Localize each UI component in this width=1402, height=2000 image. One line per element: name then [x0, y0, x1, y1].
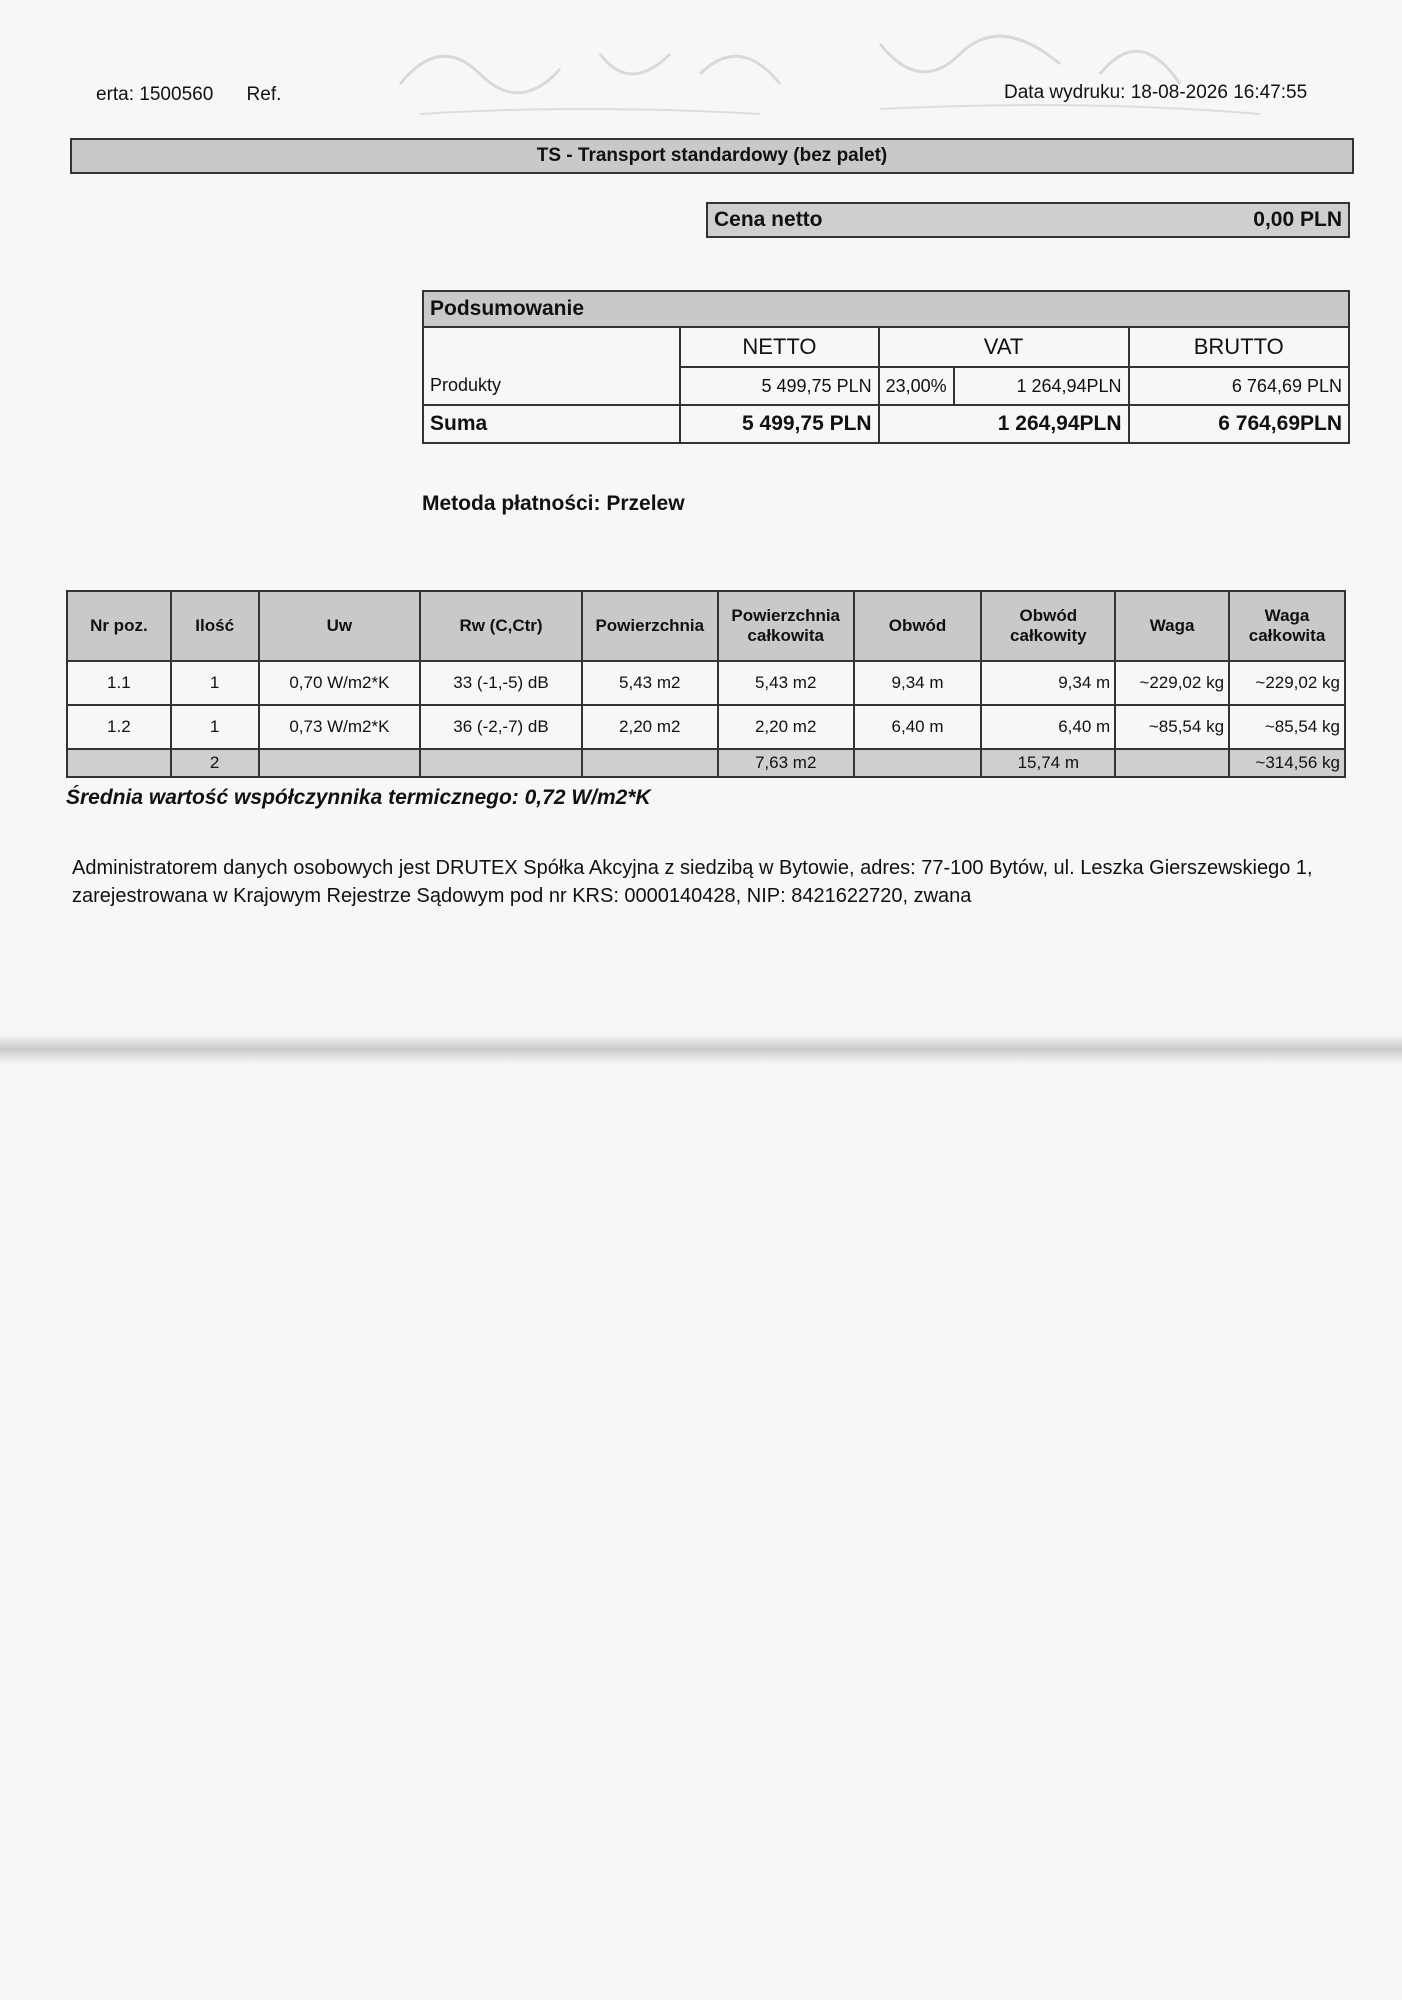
- th-uw: Uw: [259, 591, 421, 661]
- suma-vat: 1 264,94PLN: [879, 405, 1129, 443]
- produkty-netto: 5 499,75 PLN: [680, 367, 878, 405]
- scan-smudge: [0, 1034, 1402, 1064]
- cell-uw: 0,70 W/m2*K: [259, 661, 421, 705]
- cell-uw: 0,73 W/m2*K: [259, 705, 421, 749]
- offer-number: erta: 1500560: [96, 84, 214, 105]
- th-ilosc: Ilość: [171, 591, 259, 661]
- payment-method: Metoda płatności: Przelew: [422, 492, 685, 515]
- th-obwod-calk: Obwód całkowity: [981, 591, 1115, 661]
- th-nr: Nr poz.: [67, 591, 171, 661]
- total-obwod: 15,74 m: [981, 749, 1115, 777]
- suma-brutto: 6 764,69PLN: [1129, 405, 1349, 443]
- print-date: Data wydruku: 18-08-2026 16:47:55: [1004, 82, 1308, 103]
- cell-waga: ~229,02 kg: [1115, 661, 1229, 705]
- cell-waga-calk: ~85,54 kg: [1229, 705, 1345, 749]
- th-pow-calk: Powierzchnia całkowita: [718, 591, 854, 661]
- cell-obwod-calk: 9,34 m: [981, 661, 1115, 705]
- cell-obwod-calk: 6,40 m: [981, 705, 1115, 749]
- handwriting-bleed-through: [380, 14, 1280, 124]
- cell-rw: 33 (-1,-5) dB: [420, 661, 582, 705]
- summary-row-suma: [423, 405, 1349, 443]
- th-rw: Rw (C,Ctr): [420, 591, 582, 661]
- summary-table: [422, 290, 1350, 444]
- price-label: Cena netto: [714, 208, 823, 231]
- cell-pow-calk: 2,20 m2: [718, 705, 854, 749]
- th-waga-calk: Waga całkowita: [1229, 591, 1345, 661]
- table-row: [67, 661, 1345, 705]
- suma-netto: 5 499,75 PLN: [680, 405, 878, 443]
- details-table: [66, 590, 1346, 778]
- details-total-row: [67, 749, 1345, 777]
- cell-pow: 5,43 m2: [582, 661, 718, 705]
- table-row: [67, 705, 1345, 749]
- cell-nr: 1.2: [67, 705, 171, 749]
- summary-title: Podsumowanie: [423, 291, 1349, 327]
- data-admin-notice: Administratorem danych osobowych jest DRUTEX Spółka Akcyjna z siedzibą w Bytowie, adres: 77-100 Bytów, ul. Leszka Gierszewskiego 1, zarejestrowana w Krajowym Rejestrze Sądowym pod nr KRS: 0000140428, NIP: 8421622720, zwana: [72, 857, 1313, 907]
- total-powierzchnia: 7,63 m2: [718, 749, 854, 777]
- cell-waga: ~85,54 kg: [1115, 705, 1229, 749]
- summary-row-produkty: [423, 367, 1349, 405]
- produkty-vat: 1 264,94PLN: [954, 367, 1129, 405]
- col-netto: NETTO: [680, 327, 878, 367]
- produkty-vat-pct: 23,00%: [879, 367, 954, 405]
- cell-pow: 2,20 m2: [582, 705, 718, 749]
- cell-pow-calk: 5,43 m2: [718, 661, 854, 705]
- offer-header: [96, 84, 309, 106]
- produkty-label: Produkty: [423, 367, 680, 405]
- cell-obwod: 9,34 m: [854, 661, 982, 705]
- transport-bar: TS - Transport standardowy (bez palet): [70, 138, 1354, 174]
- ref-label: Ref.: [246, 84, 282, 105]
- col-brutto: BRUTTO: [1129, 327, 1349, 367]
- th-waga: Waga: [1115, 591, 1229, 661]
- transport-price-box: [706, 202, 1350, 238]
- cell-ilosc: 1: [171, 705, 259, 749]
- th-pow: Powierzchnia: [582, 591, 718, 661]
- details-header-row: [67, 591, 1345, 661]
- total-waga: ~314,56 kg: [1229, 749, 1345, 777]
- col-vat: VAT: [879, 327, 1129, 367]
- price-value: 0,00 PLN: [1253, 208, 1342, 231]
- cell-waga-calk: ~229,02 kg: [1229, 661, 1345, 705]
- produkty-brutto: 6 764,69 PLN: [1129, 367, 1349, 405]
- suma-label: Suma: [423, 405, 680, 443]
- cell-ilosc: 1: [171, 661, 259, 705]
- cell-obwod: 6,40 m: [854, 705, 982, 749]
- total-ilosc: 2: [171, 749, 259, 777]
- cell-rw: 36 (-2,-7) dB: [420, 705, 582, 749]
- th-obwod: Obwód: [854, 591, 982, 661]
- avg-thermal-coefficient: Średnia wartość współczynnika termicznego: 0,72 W/m2*K: [66, 786, 651, 809]
- cell-nr: 1.1: [67, 661, 171, 705]
